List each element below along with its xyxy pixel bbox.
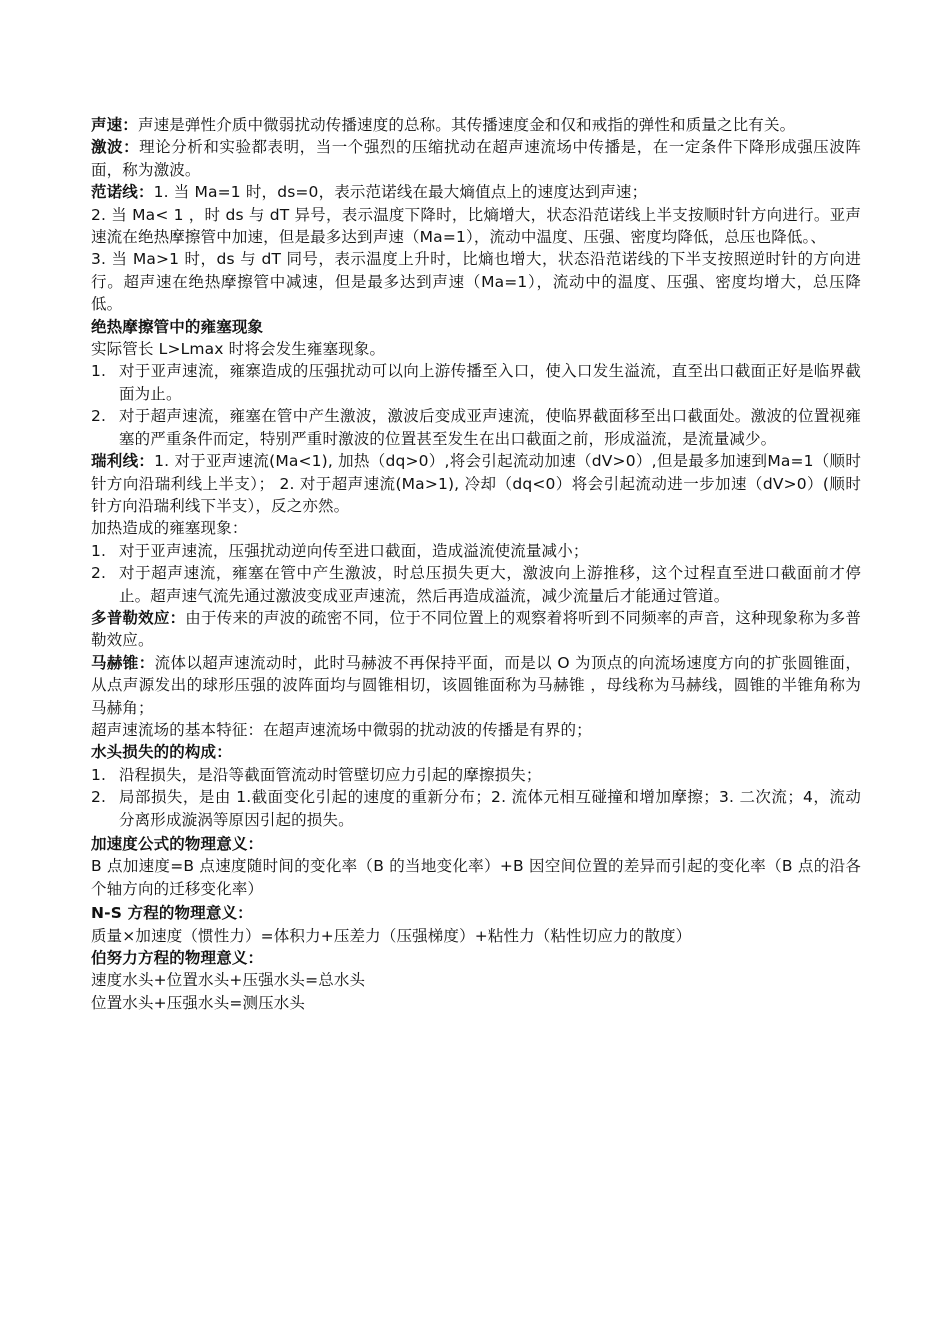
list-item	[91, 540, 861, 562]
shock-wave-text: 理论分析和实验都表明，当一个强烈的压缩扰动在超声速流场中传播是，在一定条件下降形成强压波阵面，称为激波。	[91, 138, 861, 179]
ns-equation-text: 质量×加速度（惯性力）=体积力+压差力（压强梯度）+粘性力（粘性切应力的散度）	[91, 926, 692, 945]
list-item-text: 对于超声速流，雍塞在管中产生激波，时总压损失更大，激波向上游推移，这个过程直至进口截面前才停止。超声速气流先通过激波变成亚声速流，然后再造成溢流，减少流量后才能通过管道。	[119, 564, 861, 605]
list-item-text: 对于亚声速流，压强扰动逆向传至进口截面，造成溢流使流量减小；	[119, 541, 589, 560]
acceleration-heading: 加速度公式的物理意义：	[91, 835, 264, 853]
sound-speed-text: 声速是弹性介质中微弱扰动传播速度的总称。其传播速度金和仅和戒指的弹性和质量之比有关。	[137, 116, 796, 134]
fanno-line-item-1: 1. 当 Ma=1 时，ds=0，表示范诺线在最大熵值点上的速度达到声速；	[153, 183, 648, 202]
acceleration-text: B 点加速度=B 点速度随时间的变化率（B 的当地变化率）+B 因空间位置的差异而引起的变化率（B 点的沿各个轴方向的迁移变化率）	[91, 857, 861, 898]
head-loss-heading: 水头损失的的构成：	[91, 743, 232, 762]
bernoulli-line-1: 速度水头+位置水头+压强水头=总水头	[91, 971, 366, 990]
sound-speed-paragraph	[91, 114, 861, 136]
shock-wave-term: 激波：	[91, 138, 140, 157]
mach-cone-paragraph	[91, 652, 861, 719]
list-item-text: 对于亚声速流，雍寨造成的压强扰动可以向上游传播至入口，使入口发生溢流，直至出口截面正好是临界截面为止。	[119, 362, 861, 403]
shock-wave-paragraph	[91, 136, 861, 181]
bernoulli-heading: 伯努力方程的物理意义：	[91, 949, 264, 968]
list-item-number: 1.	[91, 765, 107, 784]
heating-choking-intro: 加热造成的雍塞现象：	[91, 519, 248, 538]
list-item-number: 1.	[91, 362, 107, 381]
list-item	[91, 360, 861, 405]
mach-cone-text: 流体以超声速流动时，此时马赫波不再保持平面，而是以 O 为顶点的向流场速度方向的扩张圆锥面，从点声源发出的球形压强的波阵面均与圆锥相切，该圆锥面称为马赫锥 ，母线称为马赫线，圆锥的半锥角称为马赫角；	[91, 653, 861, 717]
bernoulli-line-2: 位置水头+压强水头=测压水头	[91, 993, 306, 1012]
list-item	[91, 405, 861, 450]
rayleigh-line-term: 瑞利线：	[91, 452, 155, 471]
list-item-number: 2.	[91, 407, 107, 426]
list-item	[91, 764, 861, 786]
list-item-text: 沿程损失，是沿等截面管流动时管壁切应力引起的摩擦损失；	[119, 765, 542, 784]
rayleigh-line-paragraph	[91, 450, 861, 517]
ns-equation-heading: N-S 方程的物理意义：	[91, 904, 253, 923]
friction-choking-intro: 实际管长 L>Lmax 时将会发生雍塞现象。	[91, 340, 386, 359]
list-item-number: 2.	[91, 788, 107, 807]
supersonic-feature-paragraph: 超声速流场的基本特征：在超声速流场中微弱的扰动波的传播是有界的；	[91, 720, 592, 739]
document-page	[91, 114, 861, 1014]
friction-choking-heading: 绝热摩擦管中的雍塞现象	[91, 317, 264, 336]
rayleigh-line-text: 1. 对于亚声速流(Ma<1), 加热（dq>0）,将会引起流动加速（dV>0）,但是最多加速到Ma=1（顺时针方向沿瑞利线上半支）； 2. 对于超声速流(Ma>1), 冷却（dq<0）将会引起流动进一步加速（dV>0）(顺时针方向沿瑞利线下半支），反之亦然。	[91, 452, 861, 515]
list-item	[91, 562, 861, 607]
fanno-line-item-2: 2. 当 Ma< 1 ，时 ds 与 dT 异号，表示温度下降时，比熵增大，状态沿范诺线上半支按顺时针方向进行。亚声速流在绝热摩擦管中加速，但是最多达到声速（Ma=1），流动中温度、压强、密度均降低，总压也降低。、	[91, 205, 861, 247]
fanno-line-item-3: 3. 当 Ma>1 时，ds 与 dT 同号，表示温度上升时，比熵也增大，状态沿范诺线的下半支按照逆时针的方向进行。超声速在绝热摩擦管中减速，但是最多达到声速（Ma=1），流动中的温度、压强、密度均增大，总压降低。	[91, 250, 861, 314]
fanno-line-paragraph	[91, 181, 861, 203]
doppler-paragraph	[91, 607, 861, 652]
doppler-text: 由于传来的声波的疏密不同，位于不同位置上的观察着将听到不同频率的声音，这种现象称为多普勒效应。	[91, 608, 861, 650]
mach-cone-term: 马赫锥：	[91, 653, 155, 672]
doppler-term: 多普勒效应：	[91, 608, 186, 627]
list-item-number: 1.	[91, 541, 107, 560]
list-item-text: 局部损失，是由 1.截面变化引起的速度的重新分布；2. 流体元相互碰撞和增加摩擦；3. 二次流；4，流动分离形成漩涡等原因引起的损失。	[119, 788, 861, 829]
list-item-text: 对于超声速流，雍塞在管中产生激波，激波后变成亚声速流，使临界截面移至出口截面处。激波的位置视雍塞的严重条件而定，特别严重时激波的位置甚至发生在出口截面之前，形成溢流，是流量减少。	[119, 407, 861, 448]
fanno-line-term: 范诺线：	[91, 183, 154, 202]
list-item	[91, 786, 861, 831]
list-item-number: 2.	[91, 564, 107, 583]
sound-speed-term: 声速：	[91, 116, 138, 134]
